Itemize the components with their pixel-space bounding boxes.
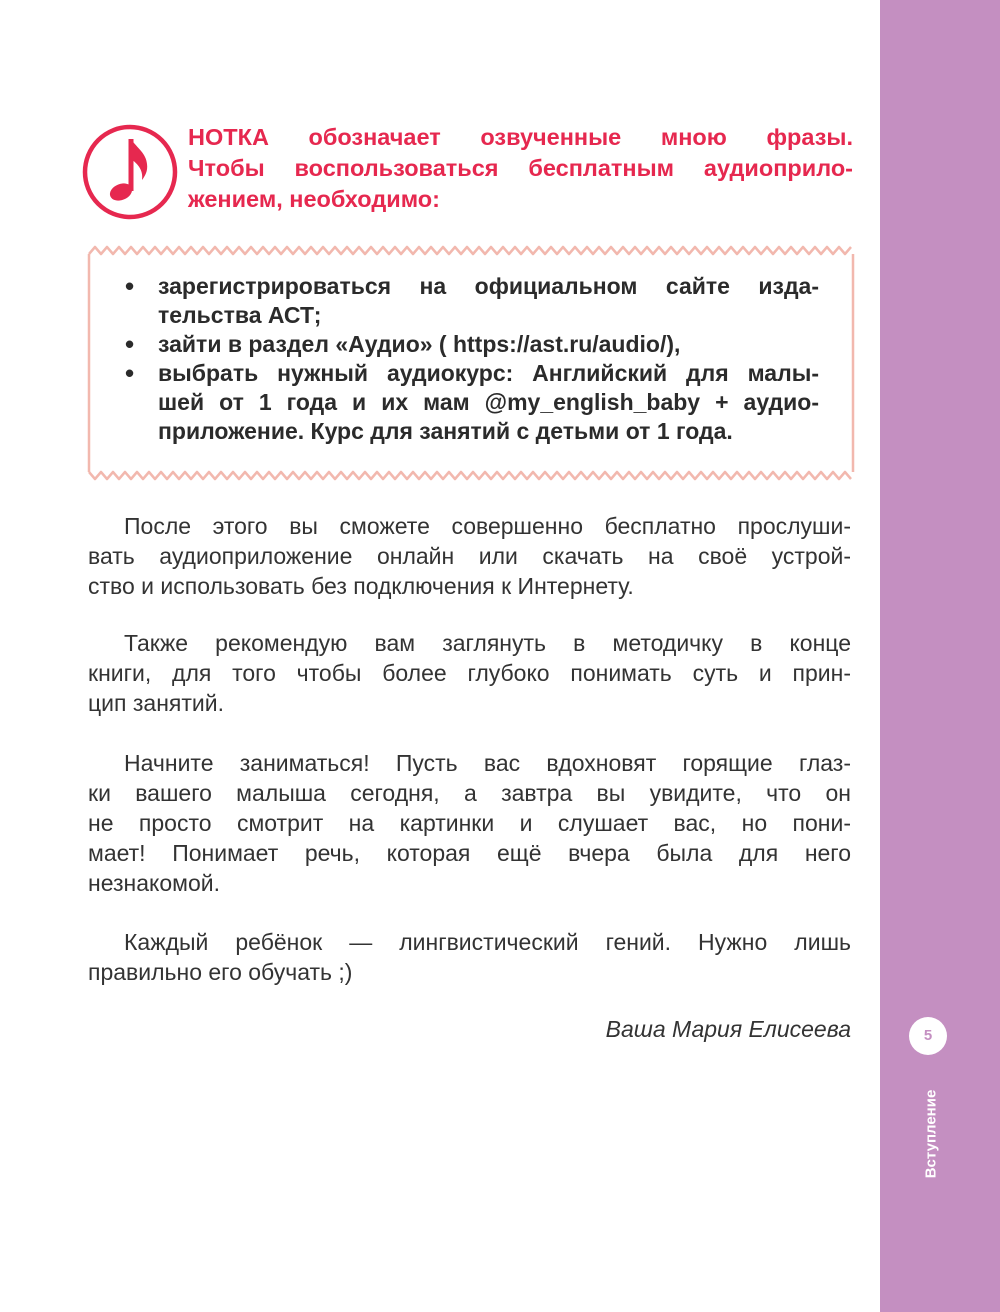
- paragraph-line: Начните заниматься! Пусть вас вдохновят горящие глаз-: [124, 750, 851, 776]
- list-item: [125, 330, 819, 359]
- page-number: 5: [909, 1017, 947, 1055]
- author-signature: Ваша Мария Елисеева: [605, 1016, 851, 1042]
- paragraph-line: вать аудиоприложение онлайн или скачать на своё устрой-: [88, 543, 851, 569]
- list-item-line: приложение. Курс для занятий с детьми от 1 года.: [158, 418, 733, 444]
- paragraph-line: Каждый ребёнок — лингвистический гений. Нужно лишь: [124, 929, 851, 955]
- paragraph-line: После этого вы сможете совершенно бесплатно прослуши-: [124, 513, 851, 539]
- paragraph-after-registration: [88, 511, 851, 601]
- paragraph-line: не просто смотрит на картинки и слушает вас, но пони-: [88, 810, 851, 836]
- music-note-icon: [80, 122, 180, 222]
- list-item-line: шей от 1 года и их мам @my_english_baby + аудио-: [158, 389, 819, 415]
- paragraph-line: книги, для того чтобы более глубоко понимать суть и прин-: [88, 660, 851, 686]
- list-item-line: • выбрать нужный аудиокурс: Английский для малы-: [158, 360, 819, 386]
- list-item-line: тельства АСТ;: [158, 302, 322, 328]
- paragraph-line: правильно его обучать ;): [88, 959, 353, 985]
- intro-line: жением, необходимо:: [188, 186, 440, 212]
- paragraph-conclusion: [88, 927, 851, 987]
- paragraph-line: ки вашего малыша сегодня, а завтра вы увидите, что он: [88, 780, 851, 806]
- section-label: Вступление: [922, 1089, 940, 1179]
- paragraph-recommendation: [88, 628, 851, 718]
- paragraph-line: цип занятий.: [88, 690, 224, 716]
- paragraph-line: мает! Понимает речь, которая ещё вчера была для него: [88, 840, 851, 866]
- list-item: [125, 359, 819, 446]
- instructions-list: [125, 272, 819, 446]
- paragraph-line: Также рекомендую вам заглянуть в методичку в конце: [124, 630, 851, 656]
- list-item-line: • зарегистрироваться на официальном сайте изда-: [158, 273, 819, 299]
- section-sidebar: [880, 0, 1000, 1312]
- list-item: [125, 272, 819, 330]
- list-item-line: • зайти в раздел «Аудио» ( https://ast.ru/audio/),: [158, 331, 681, 357]
- intro-line: Чтобы воспользоваться бесплатным аудиоприло-: [188, 155, 853, 181]
- paragraph-start-learning: [88, 748, 851, 898]
- paragraph-line: незнакомой.: [88, 870, 220, 896]
- paragraph-line: ство и использовать без подключения к Интернету.: [88, 573, 634, 599]
- intro-line: НОТКА обозначает озвученные мною фразы.: [188, 124, 853, 150]
- audio-note-intro: [188, 122, 853, 215]
